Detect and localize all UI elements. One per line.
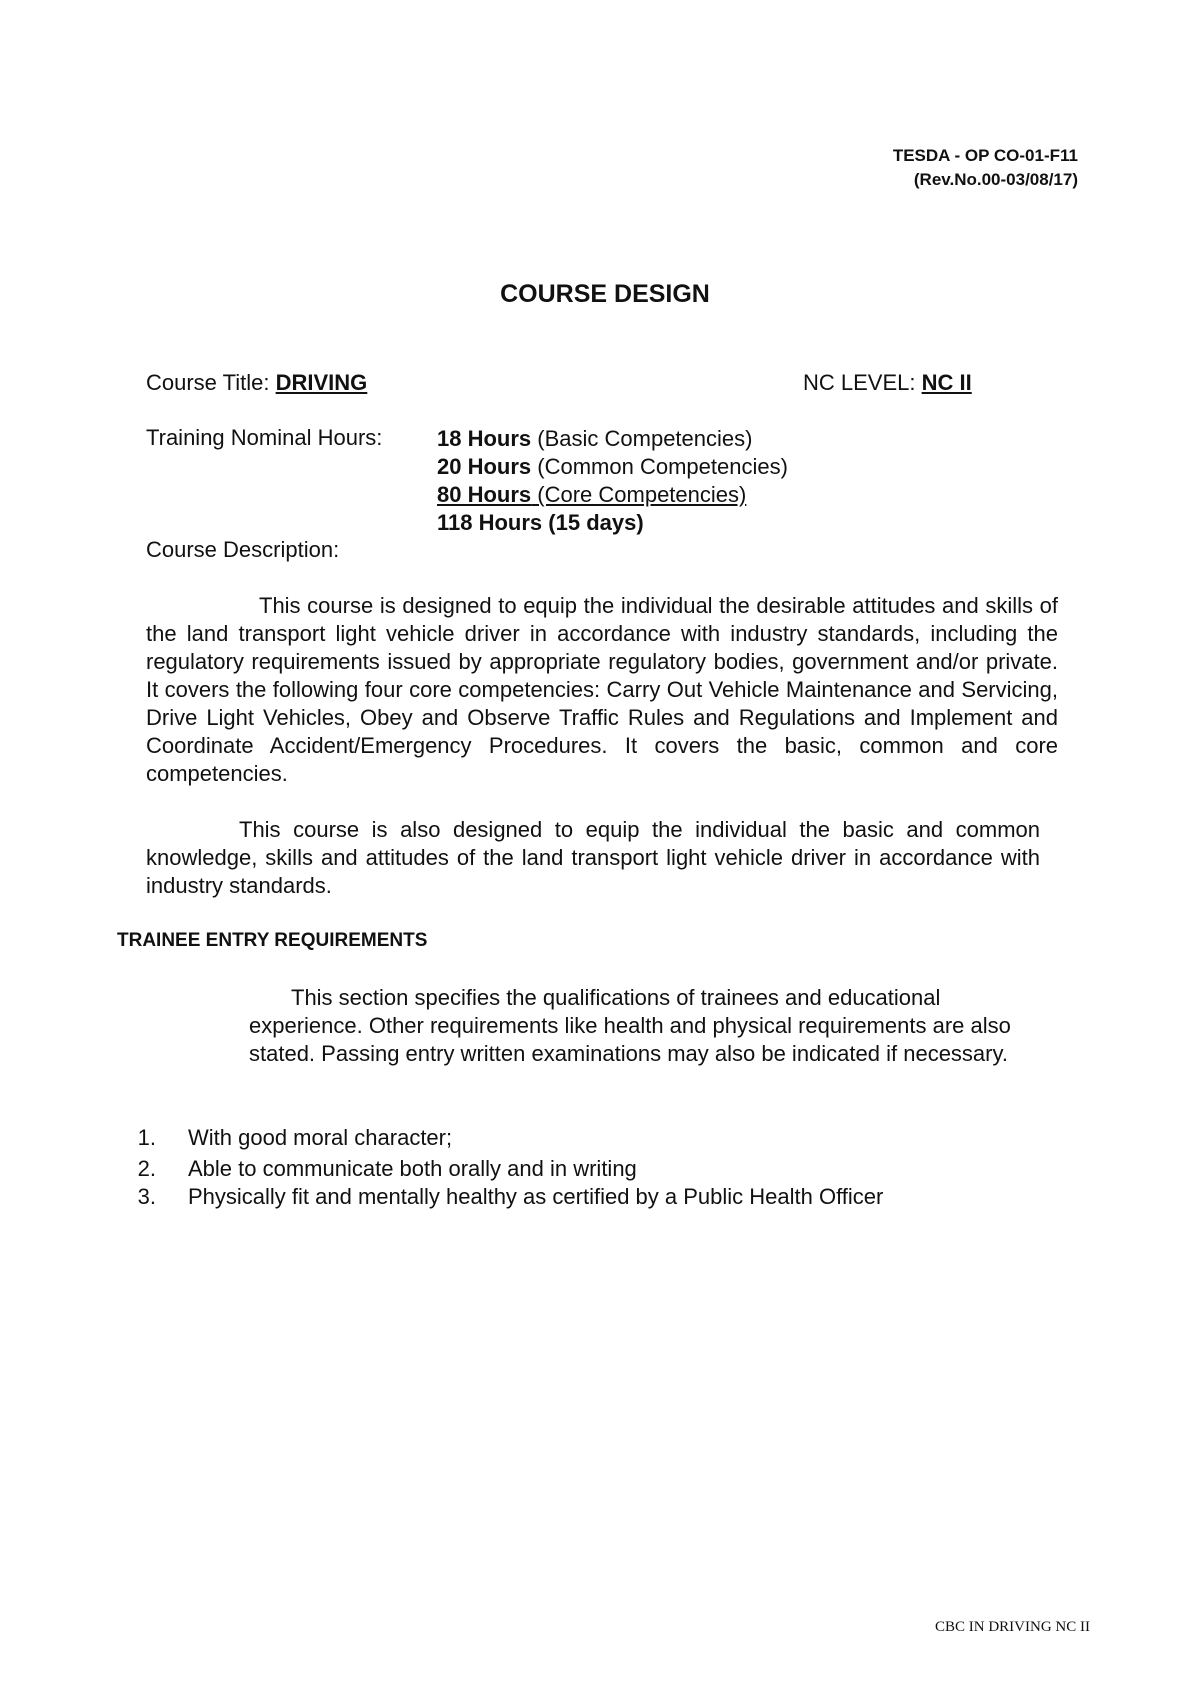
list-text: Physically fit and mentally healthy as certified by a Public Health Officer (188, 1184, 884, 1209)
entry-requirements-list (120, 1124, 1008, 1211)
page-footer: CBC IN DRIVING NC II (935, 1619, 1090, 1635)
list-number: 3. (137, 1184, 156, 1209)
section-heading-entry-requirements: TRAINEE ENTRY REQUIREMENTS (117, 930, 428, 951)
hours-row (437, 425, 788, 453)
hours-value: 80 Hours (437, 482, 532, 507)
course-description-paragraph-1: This course is designed to equip the individual the desirable attitudes and skills of the land transport light vehicle driver in accordance with industry standards, including the regulatory requirements issued by appropriate regulatory bodies, government and/or private. It covers the following four core competencies: Carry Out Vehicle Maintenance and Servicing, Drive Light Vehicles, Obey and Observe Traffic Rules and Regulations and Implement and Coordinate Accident/Emergency Procedures. It covers the basic, common and core competencies. (146, 593, 1058, 786)
nc-level-value: NC II (921, 370, 972, 395)
nominal-hours-list (437, 425, 788, 537)
course-description-label: Course Description: (146, 537, 340, 562)
course-description-paragraph-2: This course is also designed to equip the individual the basic and common knowledge, skills and attitudes of the land transport light vehicle driver in accordance with industry standards. (146, 817, 1040, 898)
course-title-line (146, 370, 367, 396)
page-title: COURSE DESIGN (500, 280, 710, 308)
list-item (120, 1183, 1008, 1211)
list-item (120, 1155, 948, 1183)
hours-total: 118 Hours (15 days) (437, 510, 644, 535)
list-number: 1. (137, 1125, 156, 1150)
nc-level-label: NC LEVEL: (803, 370, 922, 395)
revision-number: (Rev.No.00-03/08/17) (913, 170, 1078, 189)
list-text: With good moral character; (188, 1125, 453, 1150)
list-item (120, 1124, 948, 1152)
list-number: 2. (137, 1156, 156, 1181)
list-text: Able to communicate both orally and in writing (188, 1156, 637, 1181)
hours-row (437, 481, 788, 509)
nominal-hours-label: Training Nominal Hours: (146, 425, 383, 450)
hours-value: 18 Hours (437, 426, 532, 451)
hours-row (437, 453, 788, 481)
course-title-label: Course Title: (146, 370, 276, 395)
form-code: TESDA - OP CO-01-F11 (892, 146, 1078, 165)
nc-level-line (803, 370, 972, 396)
hours-desc: (Common Competencies) (531, 454, 788, 479)
hours-desc: (Core Competencies) (531, 482, 747, 507)
course-title-value: DRIVING (275, 370, 368, 395)
form-code-block (893, 144, 1078, 192)
hours-value: 20 Hours (437, 454, 532, 479)
entry-requirements-intro: This section specifies the qualifications of trainees and educational experience. Other requirements like health and physical requirements are also stated. Passing entry written examinations may also be indicated if necessary. (249, 985, 1011, 1066)
hours-desc: (Basic Competencies) (531, 426, 753, 451)
